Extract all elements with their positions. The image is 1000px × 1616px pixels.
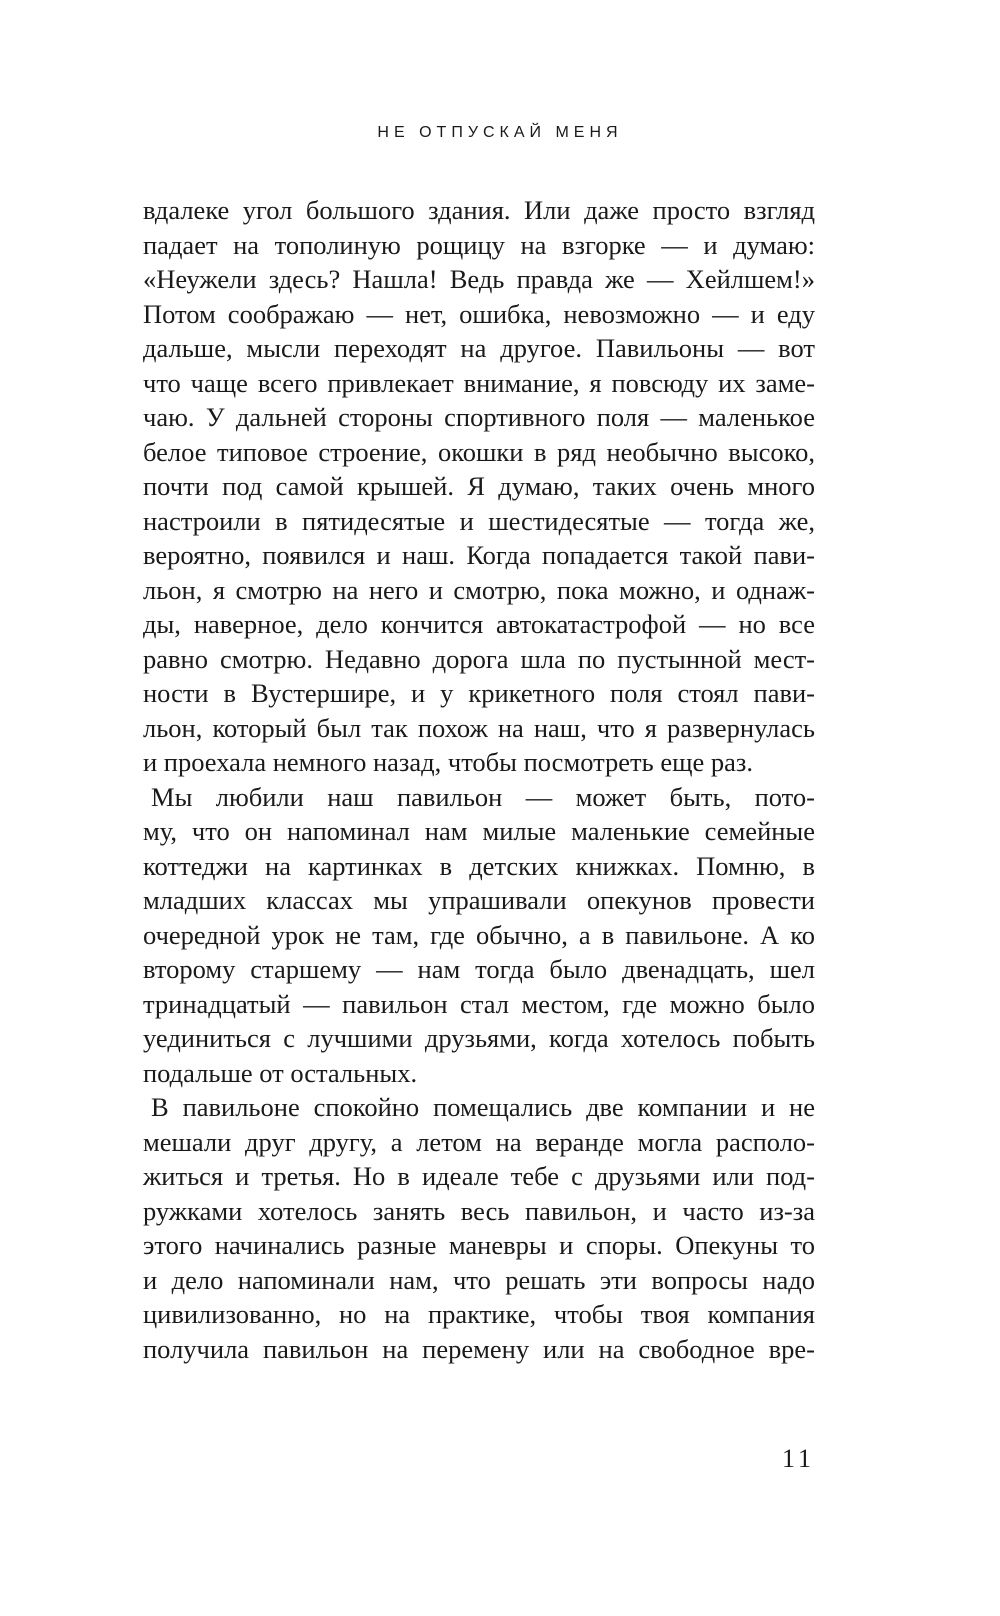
text-line: равно смотрю. Недавно дорога шла по пустынной мест- <box>143 643 815 674</box>
text-line: подальше от остальных. <box>143 1057 418 1088</box>
text-line: уединиться с лучшими друзьями, когда хотелось побыть <box>143 1023 815 1053</box>
text-line: житься и третья. Но в идеале тебе с друзьями или под- <box>143 1161 815 1191</box>
running-title: НЕ ОТПУСКАЙ МЕНЯ <box>377 124 623 141</box>
text-line: ности в Вустершире, и у крикетного поля стоял пави- <box>143 678 815 708</box>
body-text <box>143 193 815 1366</box>
text-line: ды, наверное, дело кончится автокатастрофой — но все <box>143 609 815 639</box>
text-line: и дело напоминали нам, что решать эти вопросы надо <box>143 1264 815 1295</box>
text-line: получила павильон на перемену или на свободное вре- <box>143 1333 815 1364</box>
text-line: и проехала немного назад, чтобы посмотреть еще раз. <box>143 747 753 777</box>
text-line: почти под самой крышей. Я думаю, таких очень много <box>143 471 815 501</box>
page-number: 11 <box>781 1444 815 1473</box>
text-line: мешали друг другу, а летом на веранде могла располо- <box>143 1126 815 1157</box>
text-line: что чаще всего привлекает внимание, я повсюду их заме- <box>143 367 815 398</box>
text-line: цивилизованно, но на практике, чтобы твоя компания <box>143 1299 815 1329</box>
text-line: Мы любили наш павильон — может быть, пото- <box>151 781 815 812</box>
text-line: белое типовое строение, окошки в ряд необычно высоко, <box>143 436 815 467</box>
text-line: младших классах мы упрашивали опекунов провести <box>143 885 815 915</box>
text-line: падает на тополиную рощицу на взгорке — и думаю: <box>143 229 815 260</box>
text-line: В павильоне спокойно помещались две компании и не <box>151 1092 815 1122</box>
text-line: дальше, мысли переходят на другое. Павильоны — вот <box>143 333 815 363</box>
text-line: вдалеке угол большого здания. Или даже просто взгляд <box>143 195 815 225</box>
text-line: тринадцатый — павильон стал местом, где можно было <box>143 988 815 1019</box>
text-line: этого начинались разные маневры и споры. Опекуны то <box>143 1230 815 1260</box>
text-line: льон, который был так похож на наш, что я развернулась <box>143 712 815 743</box>
text-line: «Неужели здесь? Нашла! Ведь правда же — Хейлшем!» <box>143 264 815 294</box>
text-line: очередной урок не там, где обычно, а в павильоне. А ко <box>143 919 815 950</box>
text-line: настроили в пятидесятые и шестидесятые — тогда же, <box>143 505 815 536</box>
text-line: коттеджи на картинках в детских книжках. Помню, в <box>143 850 815 881</box>
text-line: ружками хотелось занять весь павильон, и часто из-за <box>143 1195 815 1226</box>
text-line: Потом соображаю — нет, ошибка, невозможно — и еду <box>143 298 815 329</box>
text-line: второму старшему — нам тогда было двенадцать, шел <box>143 954 815 984</box>
text-line: му, что он напоминал нам милые маленькие семейные <box>143 816 815 846</box>
text-line: льон, я смотрю на него и смотрю, пока можно, и однаж- <box>143 574 815 605</box>
text-line: вероятно, появился и наш. Когда попадается такой пави- <box>143 540 815 570</box>
text-line: чаю. У дальней стороны спортивного поля — маленькое <box>143 402 815 432</box>
